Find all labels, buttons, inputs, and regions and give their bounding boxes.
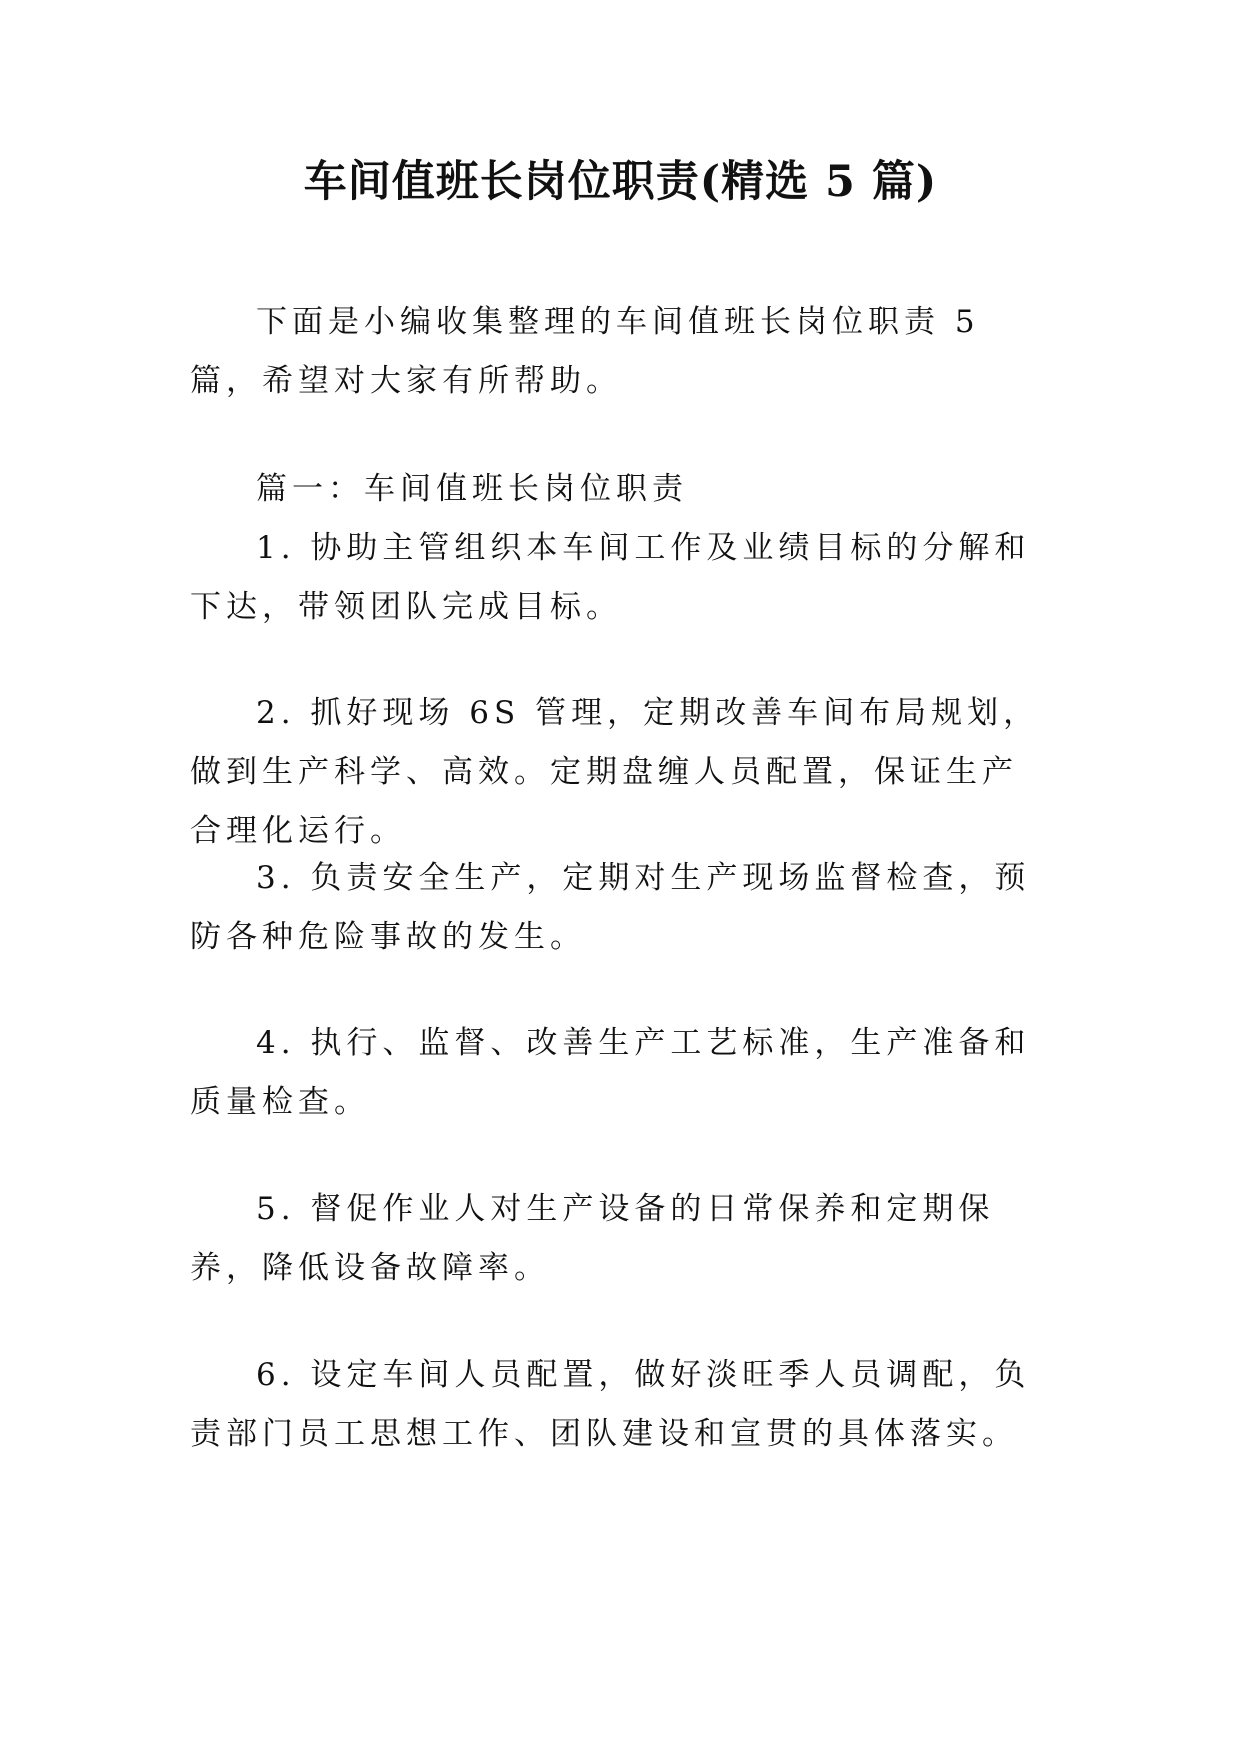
list-item-5: 5. 督促作业人对生产设备的日常保养和定期保养，降低设备故障率。 bbox=[190, 1191, 995, 1286]
list-item-2: 2. 抓好现场 6S 管理，定期改善车间布局规划，做到生产科学、高效。定期盘缠人员配置，保证生产合理化运行。 bbox=[190, 695, 1040, 849]
list-item-6: 6. 设定车间人员配置，做好淡旺季人员调配，负责部门员工思想工作、团队建设和宣贯的具体落实。 bbox=[190, 1357, 1031, 1452]
list-item-3: 3. 负责安全生产，定期对生产现场监督检查，预防各种危险事故的发生。 bbox=[190, 860, 1031, 955]
list-item-4: 4. 执行、监督、改善生产工艺标准，生产准备和质量检查。 bbox=[190, 1025, 1031, 1120]
list-item-1: 1. 协助主管组织本车间工作及业绩目标的分解和下达，带领团队完成目标。 bbox=[190, 530, 1031, 625]
section-heading: 篇一：车间值班长岗位职责 bbox=[256, 471, 688, 507]
intro-paragraph: 下面是小编收集整理的车间值班长岗位职责 5 篇，希望对大家有所帮助。 bbox=[190, 304, 980, 399]
document-title: 车间值班长岗位职责(精选 5 篇) bbox=[303, 157, 938, 207]
